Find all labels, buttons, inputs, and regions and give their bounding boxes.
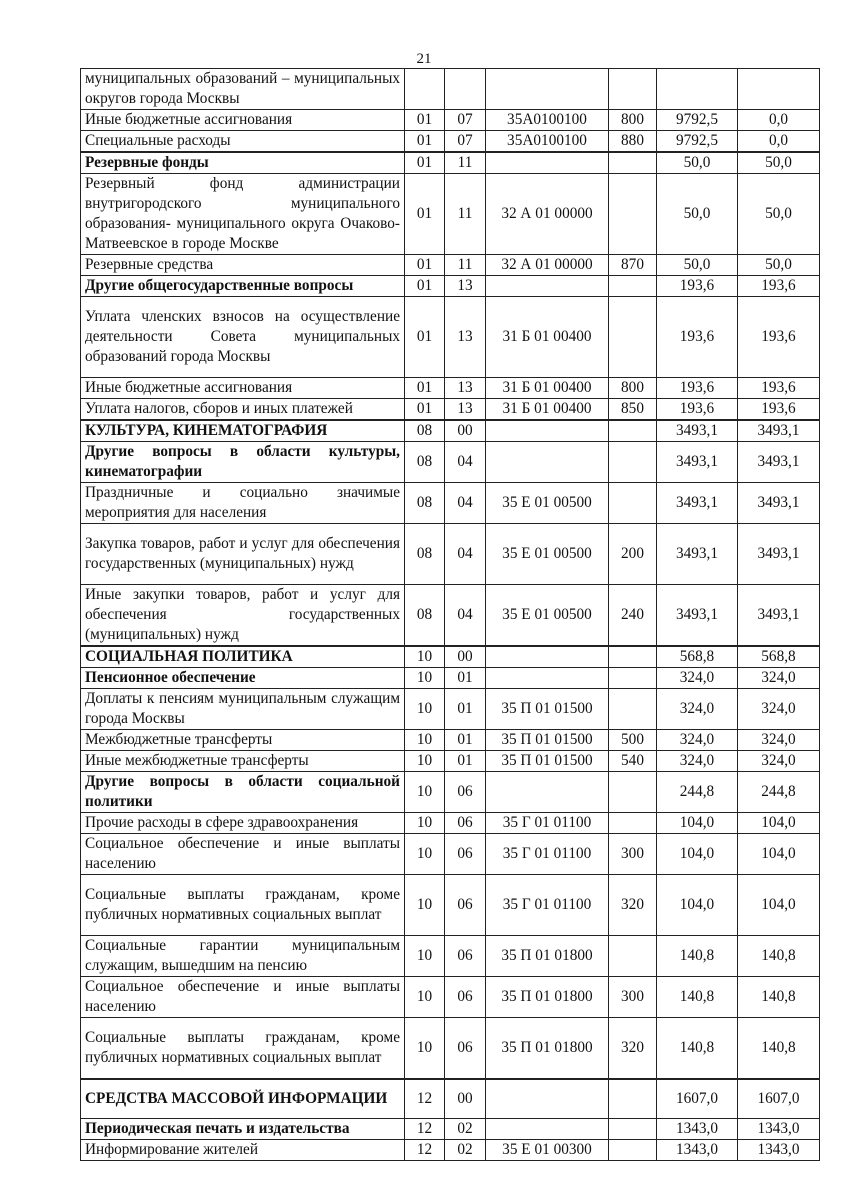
table-row: [81, 772, 820, 813]
expense-type-code: 240: [609, 585, 657, 647]
item-name: Специальные расходы: [81, 131, 405, 153]
amount-year-1: 3493,1: [657, 442, 738, 483]
section-code: 08: [405, 483, 445, 524]
table-row: [81, 174, 820, 255]
amount-year-2: 244,8: [738, 772, 820, 813]
section-code: 10: [405, 646, 445, 668]
subsection-code: 04: [445, 524, 486, 585]
amount-year-2: 104,0: [738, 813, 820, 834]
subsection-code: 11: [445, 255, 486, 276]
amount-year-2: 324,0: [738, 668, 820, 689]
subsection-code: 01: [445, 668, 486, 689]
item-name: Праздничные и социально значимые мероприятия для населения: [81, 483, 405, 524]
item-name: Иные бюджетные ассигнования: [81, 110, 405, 131]
section-code: 08: [405, 442, 445, 483]
subsection-code: 11: [445, 152, 486, 174]
section-code: 01: [405, 110, 445, 131]
target-article-code: [486, 668, 609, 689]
amount-year-2: 104,0: [738, 875, 820, 936]
expense-type-code: 800: [609, 110, 657, 131]
expense-type-code: [609, 772, 657, 813]
target-article-code: 35 Е 01 00500: [486, 585, 609, 647]
subsection-code: 06: [445, 834, 486, 875]
expense-type-code: [609, 276, 657, 297]
table-row: [81, 131, 820, 153]
item-name: Другие вопросы в области культуры, кинематографии: [81, 442, 405, 483]
table-row: [81, 1018, 820, 1079]
item-name: Пенсионное обеспечение: [81, 668, 405, 689]
table-row: [81, 646, 820, 668]
item-name: Закупка товаров, работ и услуг для обеспечения государственных (муниципальных) нужд: [81, 524, 405, 585]
section-code: 01: [405, 276, 445, 297]
section-code: 12: [405, 1140, 445, 1161]
item-name: СОЦИАЛЬНАЯ ПОЛИТИКА: [81, 646, 405, 668]
amount-year-1: 568,8: [657, 646, 738, 668]
amount-year-1: 3493,1: [657, 420, 738, 442]
amount-year-1: 140,8: [657, 977, 738, 1018]
subsection-code: 04: [445, 442, 486, 483]
item-name: Уплата налогов, сборов и иных платежей: [81, 399, 405, 421]
subsection-code: 01: [445, 689, 486, 730]
table-row: [81, 420, 820, 442]
subsection-code: 02: [445, 1140, 486, 1161]
subsection-code: 13: [445, 297, 486, 378]
subsection-code: 11: [445, 174, 486, 255]
section-code: 08: [405, 420, 445, 442]
expense-type-code: 300: [609, 977, 657, 1018]
item-name: КУЛЬТУРА, КИНЕМАТОГРАФИЯ: [81, 420, 405, 442]
target-article-code: 35 П 01 01500: [486, 689, 609, 730]
target-article-code: [486, 1119, 609, 1140]
amount-year-1: 324,0: [657, 689, 738, 730]
expense-type-code: [609, 420, 657, 442]
amount-year-2: 1607,0: [738, 1079, 820, 1119]
subsection-code: 00: [445, 646, 486, 668]
section-code: 10: [405, 834, 445, 875]
amount-year-2: 1343,0: [738, 1119, 820, 1140]
budget-table: [80, 68, 820, 1161]
target-article-code: 35 Г 01 01100: [486, 875, 609, 936]
item-name: Резервные средства: [81, 255, 405, 276]
amount-year-2: 3493,1: [738, 585, 820, 647]
expense-type-code: [609, 813, 657, 834]
table-row: [81, 69, 820, 110]
amount-year-2: 140,8: [738, 977, 820, 1018]
expense-type-code: [609, 936, 657, 977]
item-name: Социальные выплаты гражданам, кроме публичных нормативных социальных выплат: [81, 875, 405, 936]
subsection-code: [445, 69, 486, 110]
expense-type-code: [609, 689, 657, 730]
target-article-code: 31 Б 01 00400: [486, 399, 609, 421]
table-row: [81, 1079, 820, 1119]
table-row: [81, 730, 820, 751]
expense-type-code: [609, 174, 657, 255]
section-code: 10: [405, 875, 445, 936]
subsection-code: 07: [445, 131, 486, 153]
amount-year-2: 193,6: [738, 378, 820, 399]
target-article-code: 35 Е 01 00500: [486, 483, 609, 524]
subsection-code: 13: [445, 399, 486, 421]
expense-type-code: [609, 668, 657, 689]
amount-year-2: 3493,1: [738, 524, 820, 585]
subsection-code: 06: [445, 977, 486, 1018]
expense-type-code: [609, 152, 657, 174]
subsection-code: 06: [445, 1018, 486, 1079]
target-article-code: 35 Е 01 00500: [486, 524, 609, 585]
target-article-code: [486, 646, 609, 668]
item-name: Социальное обеспечение и иные выплаты населению: [81, 977, 405, 1018]
amount-year-1: 50,0: [657, 255, 738, 276]
amount-year-1: 193,6: [657, 399, 738, 421]
subsection-code: 06: [445, 813, 486, 834]
amount-year-2: [738, 69, 820, 110]
amount-year-1: 324,0: [657, 751, 738, 772]
amount-year-1: 193,6: [657, 276, 738, 297]
section-code: 10: [405, 668, 445, 689]
section-code: 01: [405, 255, 445, 276]
item-name: Иные закупки товаров, работ и услуг для обеспечения государственных (муниципальных) нужд: [81, 585, 405, 647]
target-article-code: 35 П 01 01800: [486, 936, 609, 977]
item-name: Иные межбюджетные трансферты: [81, 751, 405, 772]
amount-year-2: 324,0: [738, 751, 820, 772]
item-name: СРЕДСТВА МАССОВОЙ ИНФОРМАЦИИ: [81, 1079, 405, 1119]
amount-year-2: 0,0: [738, 131, 820, 153]
expense-type-code: 320: [609, 1018, 657, 1079]
target-article-code: 35 Г 01 01100: [486, 834, 609, 875]
subsection-code: 00: [445, 1079, 486, 1119]
table-row: [81, 276, 820, 297]
item-name: Уплата членских взносов на осуществление деятельности Совета муниципальных образований города Москвы: [81, 297, 405, 378]
amount-year-1: 3493,1: [657, 585, 738, 647]
amount-year-1: 104,0: [657, 875, 738, 936]
table-row: [81, 977, 820, 1018]
amount-year-1: 1343,0: [657, 1119, 738, 1140]
amount-year-1: 3493,1: [657, 483, 738, 524]
target-article-code: 35А0100100: [486, 131, 609, 153]
subsection-code: 02: [445, 1119, 486, 1140]
target-article-code: 35 П 01 01500: [486, 751, 609, 772]
amount-year-1: 244,8: [657, 772, 738, 813]
amount-year-2: 140,8: [738, 1018, 820, 1079]
target-article-code: 35 П 01 01800: [486, 1018, 609, 1079]
subsection-code: 01: [445, 751, 486, 772]
amount-year-1: 3493,1: [657, 524, 738, 585]
expense-type-code: [609, 1079, 657, 1119]
target-article-code: [486, 420, 609, 442]
table-row: [81, 689, 820, 730]
item-name: Социальные гарантии муниципальным служащим, вышедшим на пенсию: [81, 936, 405, 977]
target-article-code: [486, 276, 609, 297]
target-article-code: [486, 69, 609, 110]
table-row: [81, 668, 820, 689]
budget-table-body: [81, 69, 820, 1161]
expense-type-code: 800: [609, 378, 657, 399]
amount-year-2: 193,6: [738, 399, 820, 421]
section-code: 10: [405, 730, 445, 751]
table-row: [81, 524, 820, 585]
target-article-code: 35 П 01 01500: [486, 730, 609, 751]
table-row: [81, 152, 820, 174]
subsection-code: 04: [445, 585, 486, 647]
section-code: 01: [405, 131, 445, 153]
section-code: 10: [405, 751, 445, 772]
subsection-code: 06: [445, 936, 486, 977]
target-article-code: [486, 442, 609, 483]
amount-year-1: 104,0: [657, 834, 738, 875]
amount-year-2: 324,0: [738, 730, 820, 751]
amount-year-2: 3493,1: [738, 442, 820, 483]
amount-year-2: 0,0: [738, 110, 820, 131]
amount-year-2: 50,0: [738, 152, 820, 174]
amount-year-1: 140,8: [657, 1018, 738, 1079]
section-code: 01: [405, 174, 445, 255]
table-row: [81, 875, 820, 936]
target-article-code: [486, 772, 609, 813]
expense-type-code: 320: [609, 875, 657, 936]
target-article-code: 31 Б 01 00400: [486, 378, 609, 399]
item-name: Резервные фонды: [81, 152, 405, 174]
item-name: муниципальных образований – муниципальных округов города Москвы: [81, 69, 405, 110]
table-row: [81, 297, 820, 378]
target-article-code: 35 Е 01 00300: [486, 1140, 609, 1161]
table-row: [81, 110, 820, 131]
section-code: 01: [405, 152, 445, 174]
target-article-code: 35А0100100: [486, 110, 609, 131]
section-code: 01: [405, 399, 445, 421]
item-name: Социальные выплаты гражданам, кроме публичных нормативных социальных выплат: [81, 1018, 405, 1079]
target-article-code: 35 П 01 01800: [486, 977, 609, 1018]
item-name: Прочие расходы в сфере здравоохранения: [81, 813, 405, 834]
target-article-code: 31 Б 01 00400: [486, 297, 609, 378]
section-code: 10: [405, 813, 445, 834]
section-code: 10: [405, 689, 445, 730]
expense-type-code: 850: [609, 399, 657, 421]
amount-year-1: 50,0: [657, 152, 738, 174]
amount-year-2: 324,0: [738, 689, 820, 730]
page-number: 21: [416, 51, 432, 67]
amount-year-2: 193,6: [738, 297, 820, 378]
table-row: [81, 751, 820, 772]
subsection-code: 06: [445, 772, 486, 813]
item-name: Социальное обеспечение и иные выплаты населению: [81, 834, 405, 875]
item-name: Другие вопросы в области социальной политики: [81, 772, 405, 813]
amount-year-1: 140,8: [657, 936, 738, 977]
amount-year-1: 9792,5: [657, 110, 738, 131]
expense-type-code: [609, 69, 657, 110]
target-article-code: [486, 1079, 609, 1119]
expense-type-code: 200: [609, 524, 657, 585]
table-row: [81, 1119, 820, 1140]
section-code: 10: [405, 1018, 445, 1079]
target-article-code: [486, 152, 609, 174]
table-row: [81, 483, 820, 524]
expense-type-code: [609, 442, 657, 483]
amount-year-1: 1343,0: [657, 1140, 738, 1161]
section-code: [405, 69, 445, 110]
target-article-code: 32 А 01 00000: [486, 255, 609, 276]
amount-year-2: 568,8: [738, 646, 820, 668]
section-code: 08: [405, 585, 445, 647]
amount-year-1: 324,0: [657, 730, 738, 751]
amount-year-1: 50,0: [657, 174, 738, 255]
expense-type-code: 540: [609, 751, 657, 772]
amount-year-1: 324,0: [657, 668, 738, 689]
item-name: Межбюджетные трансферты: [81, 730, 405, 751]
item-name: Периодическая печать и издательства: [81, 1119, 405, 1140]
amount-year-1: 193,6: [657, 297, 738, 378]
amount-year-1: [657, 69, 738, 110]
amount-year-2: 50,0: [738, 255, 820, 276]
subsection-code: 06: [445, 875, 486, 936]
subsection-code: 13: [445, 276, 486, 297]
item-name: Другие общегосударственные вопросы: [81, 276, 405, 297]
amount-year-2: 193,6: [738, 276, 820, 297]
target-article-code: 32 А 01 00000: [486, 174, 609, 255]
item-name: Иные бюджетные ассигнования: [81, 378, 405, 399]
subsection-code: 01: [445, 730, 486, 751]
table-row: [81, 255, 820, 276]
expense-type-code: 500: [609, 730, 657, 751]
table-row: [81, 1140, 820, 1161]
expense-type-code: 300: [609, 834, 657, 875]
expense-type-code: [609, 646, 657, 668]
table-row: [81, 399, 820, 421]
subsection-code: 04: [445, 483, 486, 524]
table-row: [81, 585, 820, 647]
subsection-code: 13: [445, 378, 486, 399]
section-code: 10: [405, 977, 445, 1018]
amount-year-1: 1607,0: [657, 1079, 738, 1119]
amount-year-2: 50,0: [738, 174, 820, 255]
section-code: 12: [405, 1079, 445, 1119]
target-article-code: 35 Г 01 01100: [486, 813, 609, 834]
expense-type-code: [609, 1119, 657, 1140]
section-code: 10: [405, 772, 445, 813]
amount-year-2: 3493,1: [738, 483, 820, 524]
amount-year-2: 104,0: [738, 834, 820, 875]
item-name: Резервный фонд администрации внутригородского муниципального образования- муниципального округа Очаково-Матвеевское в городе Москве: [81, 174, 405, 255]
subsection-code: 00: [445, 420, 486, 442]
amount-year-1: 193,6: [657, 378, 738, 399]
section-code: 01: [405, 378, 445, 399]
expense-type-code: [609, 483, 657, 524]
subsection-code: 07: [445, 110, 486, 131]
item-name: Информирование жителей: [81, 1140, 405, 1161]
section-code: 01: [405, 297, 445, 378]
expense-type-code: [609, 297, 657, 378]
section-code: 08: [405, 524, 445, 585]
expense-type-code: [609, 1140, 657, 1161]
section-code: 12: [405, 1119, 445, 1140]
table-row: [81, 936, 820, 977]
table-row: [81, 813, 820, 834]
amount-year-2: 1343,0: [738, 1140, 820, 1161]
expense-type-code: 870: [609, 255, 657, 276]
table-row: [81, 442, 820, 483]
section-code: 10: [405, 936, 445, 977]
amount-year-1: 9792,5: [657, 131, 738, 153]
amount-year-1: 104,0: [657, 813, 738, 834]
table-row: [81, 378, 820, 399]
amount-year-2: 3493,1: [738, 420, 820, 442]
amount-year-2: 140,8: [738, 936, 820, 977]
expense-type-code: 880: [609, 131, 657, 153]
table-row: [81, 834, 820, 875]
item-name: Доплаты к пенсиям муниципальным служащим города Москвы: [81, 689, 405, 730]
